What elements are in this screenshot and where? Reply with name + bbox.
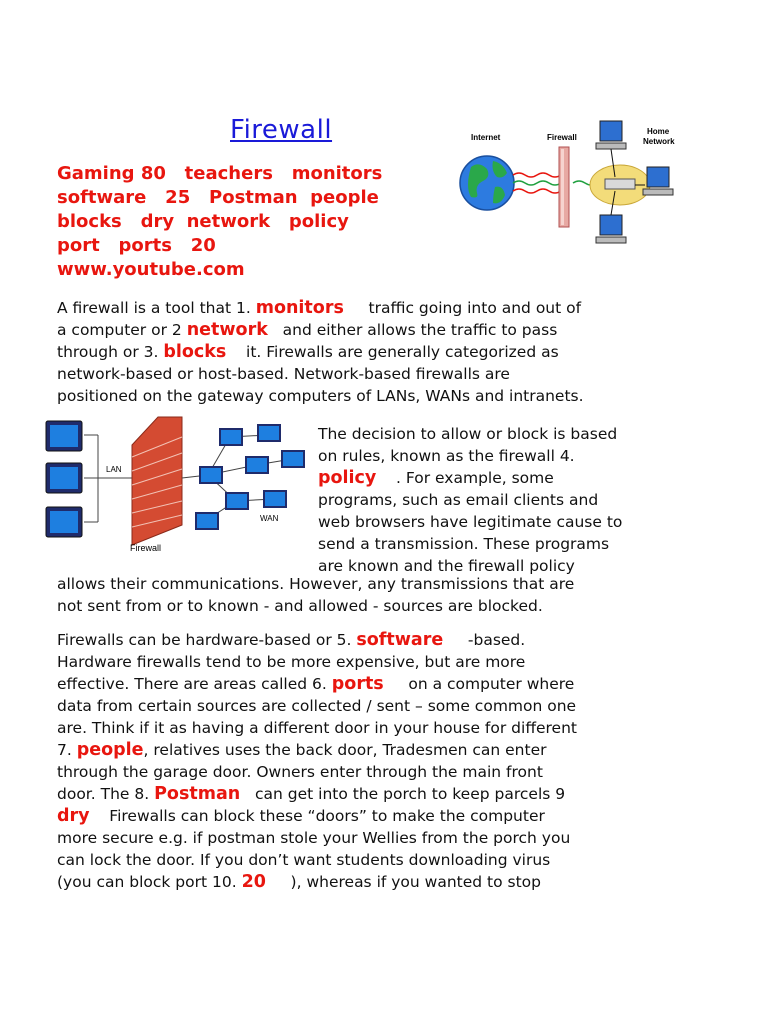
text: on a computer where [383, 675, 575, 693]
answer-4: policy [318, 468, 377, 488]
paragraph-line [57, 805, 747, 827]
diagram-label-home-network-1: Home [647, 127, 670, 136]
lan-wan-firewall-diagram [40, 415, 310, 560]
paragraph-line [57, 297, 747, 319]
paragraph-line: programs, such as email clients and [318, 491, 599, 509]
paragraph-line: more secure e.g. if postman stole your Wellies from the porch you [57, 829, 571, 847]
text: through or 3. [57, 343, 164, 361]
firewall-pillar-icon [559, 147, 569, 227]
paragraph-line [57, 673, 747, 695]
text: -based. [443, 631, 526, 649]
text: a computer or 2 [57, 321, 187, 339]
globe-icon [460, 156, 514, 210]
paragraph-line: web browsers have legitimate cause to [318, 513, 623, 531]
text: door. The 8. [57, 785, 155, 803]
answer-9: dry [57, 806, 90, 826]
text: (you can block port 10. [57, 873, 242, 891]
answer-10: 20 [241, 872, 266, 892]
word-bank-line: software 25 Postman people [57, 187, 379, 208]
paragraph-line [57, 319, 747, 341]
brick-wall-icon [132, 417, 182, 545]
diagram-label-wan: WAN [260, 514, 279, 523]
word-bank-line: blocks dry network policy [57, 211, 349, 232]
wan-computer-icon [246, 457, 268, 473]
text: 7. [57, 741, 77, 759]
answer-3: blocks [163, 342, 227, 362]
paragraph-1 [57, 297, 747, 407]
wan-computer-icon [200, 467, 222, 483]
text: A firewall is a tool that 1. [57, 299, 256, 317]
paragraph-line [318, 467, 758, 489]
paragraph-line: allows their communications. However, any transmissions that are [57, 575, 575, 593]
traffic-lines [513, 173, 597, 193]
internet-firewall-diagram [455, 115, 695, 255]
wan-computer-icon [196, 513, 218, 529]
paragraph-2-continued [57, 573, 747, 617]
router-icon [605, 179, 635, 189]
paragraph-line: data from certain sources are collected / sent – some common one [57, 697, 577, 715]
word-bank-line: www.youtube.com [57, 259, 245, 280]
home-computer-icon [596, 121, 626, 149]
wan-computer-icon [258, 425, 280, 441]
text: effective. There are areas called 6. [57, 675, 332, 693]
home-computer-icon [643, 167, 673, 195]
text: Firewalls can block these “doors” to make the computer [89, 807, 545, 825]
paragraph-line: are. Think if it as having a different door in your house for different [57, 719, 577, 737]
text: it. Firewalls are generally categorized as [226, 343, 559, 361]
answer-2: network [186, 320, 268, 340]
word-bank [57, 162, 447, 282]
text: ), whereas if you wanted to stop [265, 873, 542, 891]
page-title: Firewall [230, 115, 333, 145]
diagram-label-lan: LAN [106, 465, 122, 474]
paragraph-line [57, 871, 747, 893]
paragraph-line [57, 783, 747, 805]
paragraph-line: Hardware firewalls tend to be more expensive, but are more [57, 653, 526, 671]
diagram-label-internet: Internet [471, 133, 501, 142]
wan-computer-icon [264, 491, 286, 507]
paragraph-line [57, 629, 747, 651]
lan-computer-icon [46, 463, 82, 493]
word-bank-line: port ports 20 [57, 235, 216, 256]
text: can get into the porch to keep parcels 9 [240, 785, 566, 803]
diagram-label-firewall: Firewall [547, 133, 577, 142]
diagram-label-home-network-2: Network [643, 137, 675, 146]
wan-computer-icon [282, 451, 304, 467]
paragraph-line: network-based or host-based. Network-based firewalls are [57, 365, 510, 383]
paragraph-2 [318, 423, 758, 577]
paragraph-line: The decision to allow or block is based [318, 425, 618, 443]
paragraph-line: send a transmission. These programs [318, 535, 610, 553]
answer-7: people [76, 740, 144, 760]
paragraph-line: on rules, known as the firewall 4. [318, 447, 575, 465]
paragraph-line: are known and the firewall policy [318, 557, 575, 575]
paragraph-line: not sent from or to known - and allowed - sources are blocked. [57, 597, 543, 615]
word-bank-line: Gaming 80 teachers monitors [57, 163, 383, 184]
paragraph-line: positioned on the gateway computers of LANs, WANs and intranets. [57, 387, 584, 405]
paragraph-line: through the garage door. Owners enter through the main front [57, 763, 543, 781]
paragraph-line [57, 341, 747, 363]
home-computer-icon [596, 215, 626, 243]
text: and either allows the traffic to pass [267, 321, 558, 339]
wan-computer-icon [220, 429, 242, 445]
text: traffic going into and out of [343, 299, 582, 317]
answer-8: Postman [154, 784, 241, 804]
answer-1: monitors [255, 298, 344, 318]
answer-5: software [356, 630, 444, 650]
lan-computer-icon [46, 507, 82, 537]
text: , relatives uses the back door, Tradesmen can enter [143, 741, 547, 759]
wan-computer-icon [226, 493, 248, 509]
text: Firewalls can be hardware-based or 5. [57, 631, 357, 649]
text: . For example, some [376, 469, 554, 487]
lan-computer-icon [46, 421, 82, 451]
lan-links [84, 435, 132, 522]
paragraph-3 [57, 629, 747, 893]
paragraph-line: can lock the door. If you don’t want students downloading virus [57, 851, 551, 869]
paragraph-line [57, 739, 747, 761]
diagram-label-firewall-lan: Firewall [130, 543, 162, 553]
answer-6: ports [331, 674, 384, 694]
